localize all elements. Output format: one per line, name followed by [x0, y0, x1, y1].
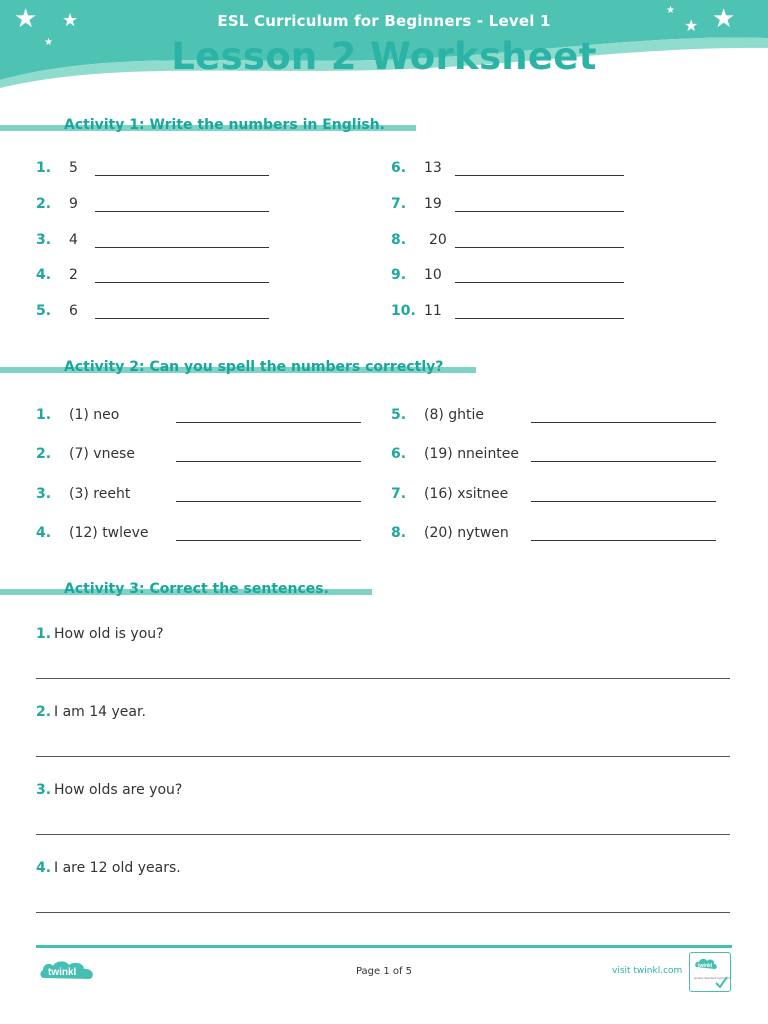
number-prompt: 2: [69, 267, 78, 283]
number-prompt: 13: [424, 160, 442, 176]
item-number: 7.: [391, 196, 407, 212]
item-number: 1.: [36, 626, 52, 642]
incorrect-sentence: I am 14 year.: [54, 704, 146, 720]
activity-1-title: Activity 1: Write the numbers in English.: [64, 117, 386, 133]
scrambled-word: (16) xsitnee: [424, 486, 509, 502]
answer-line[interactable]: [455, 211, 624, 212]
item-number: 5.: [36, 303, 52, 319]
scrambled-word: (3) reeht: [69, 486, 131, 502]
quality-badge: [689, 952, 731, 992]
scrambled-word: (20) nytwen: [424, 525, 509, 541]
star-icon: ★: [62, 10, 79, 31]
item-number: 8.: [391, 232, 407, 248]
answer-line[interactable]: [455, 247, 624, 248]
answer-line[interactable]: [176, 540, 361, 541]
answer-line[interactable]: [36, 678, 730, 679]
page-title: Lesson 2 Worksheet: [171, 35, 597, 78]
answer-line[interactable]: [455, 282, 624, 283]
scrambled-word: (8) ghtie: [424, 407, 485, 423]
badge-bottom-text: Quality Standard Approved: [694, 976, 730, 980]
answer-line[interactable]: [531, 461, 716, 462]
star-icon: ★: [44, 37, 53, 48]
item-number: 10.: [391, 303, 416, 319]
answer-line[interactable]: [455, 175, 624, 176]
number-prompt: 9: [69, 196, 78, 212]
item-number: 6.: [391, 446, 407, 462]
answer-line[interactable]: [95, 282, 269, 283]
number-prompt: 6: [69, 303, 78, 319]
answer-line[interactable]: [176, 501, 361, 502]
incorrect-sentence: I are 12 old years.: [54, 860, 181, 876]
activity-2-heading: [0, 359, 480, 379]
item-number: 1.: [36, 407, 52, 423]
page-number: Page 1 of 5: [355, 966, 413, 977]
activity-1-heading: [0, 117, 420, 137]
incorrect-sentence: How olds are you?: [54, 782, 183, 798]
item-number: 4.: [36, 525, 52, 541]
number-prompt: 19: [424, 196, 442, 212]
number-prompt: 20: [429, 232, 447, 248]
item-number: 5.: [391, 407, 407, 423]
item-number: 3.: [36, 232, 52, 248]
answer-line[interactable]: [95, 318, 269, 319]
answer-line[interactable]: [531, 540, 716, 541]
visit-link[interactable]: visit twinkl.com: [612, 966, 683, 976]
star-icon: ★: [712, 4, 736, 34]
number-prompt: 4: [69, 232, 78, 248]
answer-line[interactable]: [36, 912, 730, 913]
item-number: 9.: [391, 267, 407, 283]
answer-line[interactable]: [36, 756, 730, 757]
badge-top-text: twinkl: [698, 963, 713, 969]
answer-line[interactable]: [176, 461, 361, 462]
answer-line[interactable]: [95, 247, 269, 248]
scrambled-word: (7) vnese: [69, 446, 135, 462]
logo-text: twinkl: [48, 967, 77, 978]
activity-3-title: Activity 3: Correct the sentences.: [64, 581, 329, 597]
item-number: 4.: [36, 267, 52, 283]
answer-line[interactable]: [36, 834, 730, 835]
number-prompt: 10: [424, 267, 442, 283]
scrambled-word: (1) neo: [69, 407, 120, 423]
quality-badge-graphic: [690, 953, 730, 991]
item-number: 2.: [36, 446, 52, 462]
curriculum-subtitle: ESL Curriculum for Beginners - Level 1: [217, 12, 551, 30]
star-icon: ★: [666, 5, 675, 16]
star-icon: ★: [684, 16, 699, 35]
number-prompt: 11: [424, 303, 442, 319]
item-number: 7.: [391, 486, 407, 502]
item-number: 3.: [36, 486, 52, 502]
item-number: 6.: [391, 160, 407, 176]
answer-line[interactable]: [176, 422, 361, 423]
activity-3-heading: [0, 581, 376, 601]
answer-line[interactable]: [531, 422, 716, 423]
number-prompt: 5: [69, 160, 78, 176]
item-number: 8.: [391, 525, 407, 541]
item-number: 4.: [36, 860, 52, 876]
footer-rule: [36, 945, 732, 948]
item-number: 2.: [36, 704, 52, 720]
worksheet-header: [0, 0, 768, 110]
star-icon: ★: [14, 4, 38, 34]
answer-line[interactable]: [95, 175, 269, 176]
answer-line[interactable]: [95, 211, 269, 212]
scrambled-word: (19) nneintee: [424, 446, 520, 462]
answer-line[interactable]: [531, 501, 716, 502]
item-number: 2.: [36, 196, 52, 212]
answer-line[interactable]: [455, 318, 624, 319]
item-number: 1.: [36, 160, 52, 176]
activity-2-title: Activity 2: Can you spell the numbers correctly?: [64, 359, 444, 375]
item-number: 3.: [36, 782, 52, 798]
incorrect-sentence: How old is you?: [54, 626, 164, 642]
scrambled-word: (12) twleve: [69, 525, 149, 541]
